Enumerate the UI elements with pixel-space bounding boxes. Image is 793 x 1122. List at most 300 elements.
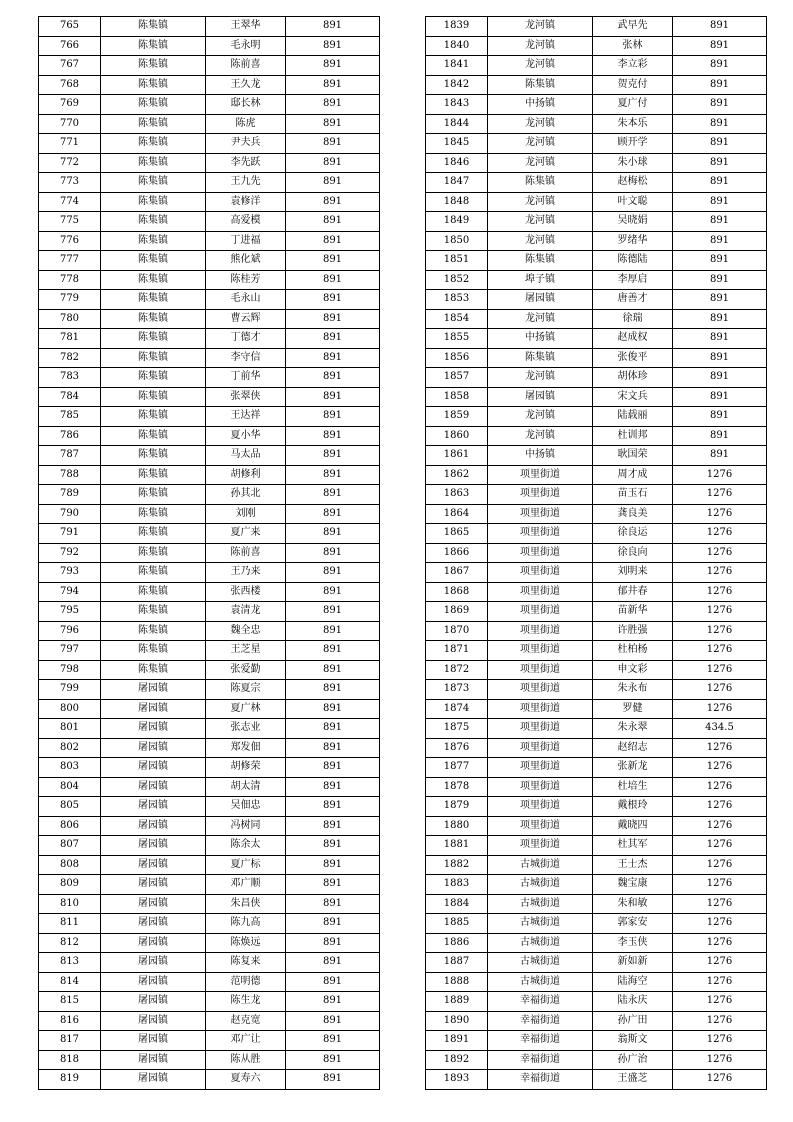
person-name-cell: 陈从胜 — [206, 1050, 286, 1070]
row-number-cell: 1867 — [426, 563, 488, 583]
amount-cell: 891 — [286, 1070, 380, 1090]
town-cell: 埠子镇 — [488, 270, 593, 290]
row-number-cell: 1876 — [426, 738, 488, 758]
amount-cell: 891 — [673, 368, 767, 388]
town-cell: 屠园镇 — [101, 836, 206, 856]
town-cell: 陈集镇 — [101, 368, 206, 388]
town-cell: 陈集镇 — [101, 270, 206, 290]
person-name-cell: 吴佃忠 — [206, 797, 286, 817]
amount-cell: 891 — [286, 914, 380, 934]
row-number-cell: 1889 — [426, 992, 488, 1012]
person-name-cell: 陈生龙 — [206, 992, 286, 1012]
row-number-cell: 809 — [39, 875, 101, 895]
person-name-cell: 陈复来 — [206, 953, 286, 973]
person-name-cell: 孙广田 — [593, 1011, 673, 1031]
town-cell: 龙河镇 — [488, 134, 593, 154]
person-name-cell: 张翠侠 — [206, 387, 286, 407]
amount-cell: 891 — [286, 36, 380, 56]
town-cell: 陈集镇 — [101, 114, 206, 134]
person-name-cell: 毛永山 — [206, 290, 286, 310]
amount-cell: 1276 — [673, 777, 767, 797]
amount-cell: 891 — [286, 290, 380, 310]
town-cell: 项里街道 — [488, 641, 593, 661]
row-number-cell: 775 — [39, 212, 101, 232]
table-row — [39, 816, 380, 836]
person-name-cell: 陈前喜 — [206, 56, 286, 76]
town-cell: 屠园镇 — [488, 387, 593, 407]
town-cell: 幸福街道 — [488, 1031, 593, 1051]
town-cell: 龙河镇 — [488, 309, 593, 329]
table-row — [426, 465, 767, 485]
table-row — [39, 602, 380, 622]
town-cell: 屠园镇 — [101, 1070, 206, 1090]
amount-cell: 891 — [286, 1011, 380, 1031]
person-name-cell: 李厚启 — [593, 270, 673, 290]
row-number-cell: 819 — [39, 1070, 101, 1090]
town-cell: 古城街道 — [488, 855, 593, 875]
row-number-cell: 765 — [39, 17, 101, 37]
row-number-cell: 806 — [39, 816, 101, 836]
person-name-cell: 朱永布 — [593, 680, 673, 700]
row-number-cell: 1893 — [426, 1070, 488, 1090]
row-number-cell: 1853 — [426, 290, 488, 310]
amount-cell: 891 — [286, 1050, 380, 1070]
row-number-cell: 1843 — [426, 95, 488, 115]
town-cell: 陈集镇 — [488, 75, 593, 95]
row-number-cell: 810 — [39, 894, 101, 914]
table-row — [426, 758, 767, 778]
row-number-cell: 1863 — [426, 485, 488, 505]
row-number-cell: 1847 — [426, 173, 488, 193]
town-cell: 陈集镇 — [101, 387, 206, 407]
row-number-cell: 1864 — [426, 504, 488, 524]
table-row — [426, 660, 767, 680]
table-row — [426, 972, 767, 992]
row-number-cell: 783 — [39, 368, 101, 388]
person-name-cell: 朱小球 — [593, 153, 673, 173]
row-number-cell: 798 — [39, 660, 101, 680]
table-row — [39, 114, 380, 134]
row-number-cell: 785 — [39, 407, 101, 427]
person-name-cell: 陈余太 — [206, 836, 286, 856]
amount-cell: 1276 — [673, 524, 767, 544]
table-row — [426, 407, 767, 427]
town-cell: 项里街道 — [488, 602, 593, 622]
table-row — [426, 719, 767, 739]
table-row — [426, 1011, 767, 1031]
town-cell: 屠园镇 — [488, 290, 593, 310]
amount-cell: 891 — [286, 563, 380, 583]
person-name-cell: 丁德才 — [206, 329, 286, 349]
row-number-cell: 1872 — [426, 660, 488, 680]
person-name-cell: 王达祥 — [206, 407, 286, 427]
person-name-cell: 邓广顺 — [206, 875, 286, 895]
town-cell: 陈集镇 — [101, 465, 206, 485]
table-row — [426, 134, 767, 154]
table-row — [426, 329, 767, 349]
town-cell: 陈集镇 — [101, 660, 206, 680]
town-cell: 屠园镇 — [101, 933, 206, 953]
person-name-cell: 王士杰 — [593, 855, 673, 875]
table-row — [39, 504, 380, 524]
town-cell: 古城街道 — [488, 914, 593, 934]
amount-cell: 891 — [286, 465, 380, 485]
person-name-cell: 尹夫兵 — [206, 134, 286, 154]
town-cell: 幸福街道 — [488, 992, 593, 1012]
person-name-cell: 李玉侠 — [593, 933, 673, 953]
town-cell: 项里街道 — [488, 485, 593, 505]
person-name-cell: 邸长林 — [206, 95, 286, 115]
town-cell: 龙河镇 — [488, 426, 593, 446]
amount-cell: 891 — [286, 660, 380, 680]
amount-cell: 891 — [286, 738, 380, 758]
table-row — [39, 95, 380, 115]
person-name-cell: 张俊平 — [593, 348, 673, 368]
amount-cell: 1276 — [673, 504, 767, 524]
row-number-cell: 771 — [39, 134, 101, 154]
row-number-cell: 1865 — [426, 524, 488, 544]
town-cell: 陈集镇 — [101, 173, 206, 193]
amount-cell: 891 — [286, 777, 380, 797]
row-number-cell: 794 — [39, 582, 101, 602]
amount-cell: 891 — [286, 719, 380, 739]
amount-cell: 891 — [286, 309, 380, 329]
amount-cell: 891 — [673, 95, 767, 115]
town-cell: 项里街道 — [488, 680, 593, 700]
row-number-cell: 797 — [39, 641, 101, 661]
town-cell: 屠园镇 — [101, 777, 206, 797]
row-number-cell: 768 — [39, 75, 101, 95]
amount-cell: 891 — [286, 407, 380, 427]
table-row — [39, 231, 380, 251]
person-name-cell: 申文彩 — [593, 660, 673, 680]
row-number-cell: 815 — [39, 992, 101, 1012]
row-number-cell: 1850 — [426, 231, 488, 251]
table-row — [426, 17, 767, 37]
amount-cell: 1276 — [673, 1050, 767, 1070]
town-cell: 项里街道 — [488, 504, 593, 524]
town-cell: 屠园镇 — [101, 1011, 206, 1031]
table-row — [426, 153, 767, 173]
amount-cell: 1276 — [673, 680, 767, 700]
town-cell: 古城街道 — [488, 953, 593, 973]
person-name-cell: 张爱勤 — [206, 660, 286, 680]
person-name-cell: 龚良美 — [593, 504, 673, 524]
table-row — [39, 446, 380, 466]
row-number-cell: 817 — [39, 1031, 101, 1051]
table-row — [39, 543, 380, 563]
person-name-cell: 郑发佃 — [206, 738, 286, 758]
person-name-cell: 陈前喜 — [206, 543, 286, 563]
town-cell: 屠园镇 — [101, 699, 206, 719]
table-row — [426, 875, 767, 895]
row-number-cell: 792 — [39, 543, 101, 563]
amount-cell: 1276 — [673, 1011, 767, 1031]
amount-cell: 891 — [286, 56, 380, 76]
person-name-cell: 冯树同 — [206, 816, 286, 836]
town-cell: 屠园镇 — [101, 992, 206, 1012]
row-number-cell: 1862 — [426, 465, 488, 485]
row-number-cell: 1859 — [426, 407, 488, 427]
table-row — [39, 953, 380, 973]
person-name-cell: 翁斯文 — [593, 1031, 673, 1051]
person-name-cell: 吴晓娟 — [593, 212, 673, 232]
town-cell: 陈集镇 — [101, 641, 206, 661]
amount-cell: 891 — [286, 582, 380, 602]
table-row — [39, 797, 380, 817]
town-cell: 龙河镇 — [488, 231, 593, 251]
town-cell: 陈集镇 — [101, 524, 206, 544]
town-cell: 龙河镇 — [488, 153, 593, 173]
table-row — [39, 894, 380, 914]
person-name-cell: 朱永翠 — [593, 719, 673, 739]
table-row — [426, 738, 767, 758]
row-number-cell: 812 — [39, 933, 101, 953]
town-cell: 屠园镇 — [101, 1050, 206, 1070]
amount-cell: 1276 — [673, 582, 767, 602]
town-cell: 陈集镇 — [101, 192, 206, 212]
amount-cell: 891 — [673, 290, 767, 310]
row-number-cell: 1856 — [426, 348, 488, 368]
town-cell: 幸福街道 — [488, 1070, 593, 1090]
town-cell: 龙河镇 — [488, 56, 593, 76]
amount-cell: 891 — [286, 231, 380, 251]
person-name-cell: 魏全忠 — [206, 621, 286, 641]
table-row — [39, 699, 380, 719]
row-number-cell: 1887 — [426, 953, 488, 973]
amount-cell: 1276 — [673, 875, 767, 895]
person-name-cell: 罗健 — [593, 699, 673, 719]
person-name-cell: 毛永明 — [206, 36, 286, 56]
person-name-cell: 陈焕远 — [206, 933, 286, 953]
person-name-cell: 罗绪华 — [593, 231, 673, 251]
row-number-cell: 790 — [39, 504, 101, 524]
town-cell: 陈集镇 — [101, 329, 206, 349]
person-name-cell: 杜训邦 — [593, 426, 673, 446]
amount-cell: 891 — [286, 75, 380, 95]
person-name-cell: 新如新 — [593, 953, 673, 973]
person-name-cell: 陈桂芳 — [206, 270, 286, 290]
row-number-cell: 1841 — [426, 56, 488, 76]
amount-cell: 1276 — [673, 738, 767, 758]
person-name-cell: 徐良运 — [593, 524, 673, 544]
town-cell: 陈集镇 — [101, 582, 206, 602]
row-number-cell: 796 — [39, 621, 101, 641]
row-number-cell: 786 — [39, 426, 101, 446]
person-name-cell: 王芝星 — [206, 641, 286, 661]
town-cell: 项里街道 — [488, 582, 593, 602]
table-row — [426, 309, 767, 329]
person-name-cell: 魏宝康 — [593, 875, 673, 895]
town-cell: 龙河镇 — [488, 212, 593, 232]
person-name-cell: 王久龙 — [206, 75, 286, 95]
table-row — [39, 348, 380, 368]
person-name-cell: 陈九高 — [206, 914, 286, 934]
amount-cell: 1276 — [673, 660, 767, 680]
table-row — [39, 153, 380, 173]
amount-cell: 1276 — [673, 972, 767, 992]
amount-cell: 891 — [286, 329, 380, 349]
table-row — [426, 933, 767, 953]
row-number-cell: 1871 — [426, 641, 488, 661]
town-cell: 项里街道 — [488, 719, 593, 739]
person-name-cell: 宋文兵 — [593, 387, 673, 407]
row-number-cell: 1881 — [426, 836, 488, 856]
table-row — [426, 290, 767, 310]
amount-cell: 891 — [673, 36, 767, 56]
table-row — [426, 777, 767, 797]
row-number-cell: 1870 — [426, 621, 488, 641]
amount-cell: 891 — [673, 309, 767, 329]
table-row — [39, 719, 380, 739]
table-row — [39, 387, 380, 407]
town-cell: 陈集镇 — [488, 348, 593, 368]
town-cell: 龙河镇 — [488, 368, 593, 388]
row-number-cell: 1852 — [426, 270, 488, 290]
left-roster-body — [39, 17, 380, 1090]
row-number-cell: 787 — [39, 446, 101, 466]
amount-cell: 891 — [286, 251, 380, 271]
amount-cell: 891 — [286, 836, 380, 856]
row-number-cell: 791 — [39, 524, 101, 544]
person-name-cell: 孙其北 — [206, 485, 286, 505]
person-name-cell: 陆永庆 — [593, 992, 673, 1012]
row-number-cell: 804 — [39, 777, 101, 797]
person-name-cell: 胡体珍 — [593, 368, 673, 388]
town-cell: 古城街道 — [488, 894, 593, 914]
table-row — [426, 212, 767, 232]
row-number-cell: 767 — [39, 56, 101, 76]
table-row — [39, 680, 380, 700]
person-name-cell: 赵成权 — [593, 329, 673, 349]
table-row — [39, 738, 380, 758]
person-name-cell: 徐良向 — [593, 543, 673, 563]
table-row — [426, 641, 767, 661]
amount-cell: 891 — [673, 348, 767, 368]
person-name-cell: 戴晓四 — [593, 816, 673, 836]
amount-cell: 1276 — [673, 641, 767, 661]
amount-cell: 891 — [286, 173, 380, 193]
amount-cell: 891 — [673, 387, 767, 407]
town-cell: 陈集镇 — [101, 95, 206, 115]
amount-cell: 891 — [286, 680, 380, 700]
table-row — [39, 173, 380, 193]
town-cell: 陈集镇 — [101, 212, 206, 232]
amount-cell: 891 — [286, 699, 380, 719]
town-cell: 项里街道 — [488, 524, 593, 544]
table-row — [426, 426, 767, 446]
table-row — [39, 855, 380, 875]
town-cell: 陈集镇 — [101, 75, 206, 95]
town-cell: 陈集镇 — [101, 543, 206, 563]
amount-cell: 891 — [286, 797, 380, 817]
town-cell: 陈集镇 — [101, 17, 206, 37]
amount-cell: 891 — [286, 621, 380, 641]
amount-cell: 1276 — [673, 855, 767, 875]
town-cell: 陈集镇 — [101, 251, 206, 271]
table-row — [426, 699, 767, 719]
table-row — [39, 36, 380, 56]
table-row — [39, 270, 380, 290]
town-cell: 屠园镇 — [101, 816, 206, 836]
amount-cell: 891 — [286, 134, 380, 154]
amount-cell: 891 — [286, 543, 380, 563]
town-cell: 项里街道 — [488, 738, 593, 758]
amount-cell: 891 — [673, 251, 767, 271]
row-number-cell: 1858 — [426, 387, 488, 407]
person-name-cell: 周才成 — [593, 465, 673, 485]
town-cell: 项里街道 — [488, 836, 593, 856]
table-row — [39, 192, 380, 212]
amount-cell: 891 — [673, 270, 767, 290]
amount-cell: 891 — [286, 426, 380, 446]
amount-cell: 1276 — [673, 485, 767, 505]
row-number-cell: 813 — [39, 953, 101, 973]
right-roster-table — [425, 16, 767, 1090]
person-name-cell: 袁修洋 — [206, 192, 286, 212]
amount-cell: 891 — [286, 641, 380, 661]
person-name-cell: 徐瑞 — [593, 309, 673, 329]
table-row — [426, 387, 767, 407]
town-cell: 幸福街道 — [488, 1050, 593, 1070]
table-row — [39, 836, 380, 856]
person-name-cell: 范明德 — [206, 972, 286, 992]
town-cell: 陈集镇 — [101, 446, 206, 466]
table-row — [426, 680, 767, 700]
amount-cell: 891 — [286, 972, 380, 992]
amount-cell: 891 — [673, 446, 767, 466]
table-row — [426, 1050, 767, 1070]
row-number-cell: 1854 — [426, 309, 488, 329]
person-name-cell: 赵绍志 — [593, 738, 673, 758]
table-row — [39, 582, 380, 602]
table-row — [426, 816, 767, 836]
amount-cell: 891 — [673, 231, 767, 251]
row-number-cell: 805 — [39, 797, 101, 817]
town-cell: 龙河镇 — [488, 114, 593, 134]
person-name-cell: 夏小华 — [206, 426, 286, 446]
table-row — [426, 173, 767, 193]
person-name-cell: 朱昌侠 — [206, 894, 286, 914]
table-row — [426, 446, 767, 466]
town-cell: 陈集镇 — [101, 134, 206, 154]
person-name-cell: 陈德陆 — [593, 251, 673, 271]
table-row — [39, 465, 380, 485]
town-cell: 项里街道 — [488, 465, 593, 485]
amount-cell: 891 — [286, 368, 380, 388]
town-cell: 陈集镇 — [101, 290, 206, 310]
table-row — [426, 953, 767, 973]
amount-cell: 1276 — [673, 933, 767, 953]
amount-cell: 891 — [673, 134, 767, 154]
person-name-cell: 陆海空 — [593, 972, 673, 992]
row-number-cell: 782 — [39, 348, 101, 368]
table-row — [426, 504, 767, 524]
person-name-cell: 王翠华 — [206, 17, 286, 37]
person-name-cell: 耿国荣 — [593, 446, 673, 466]
amount-cell: 434.5 — [673, 719, 767, 739]
table-row — [39, 75, 380, 95]
person-name-cell: 王乃来 — [206, 563, 286, 583]
amount-cell: 891 — [673, 17, 767, 37]
town-cell: 屠园镇 — [101, 894, 206, 914]
person-name-cell: 杜培生 — [593, 777, 673, 797]
person-name-cell: 张志业 — [206, 719, 286, 739]
table-row — [426, 114, 767, 134]
row-number-cell: 1866 — [426, 543, 488, 563]
row-number-cell: 774 — [39, 192, 101, 212]
row-number-cell: 780 — [39, 309, 101, 329]
